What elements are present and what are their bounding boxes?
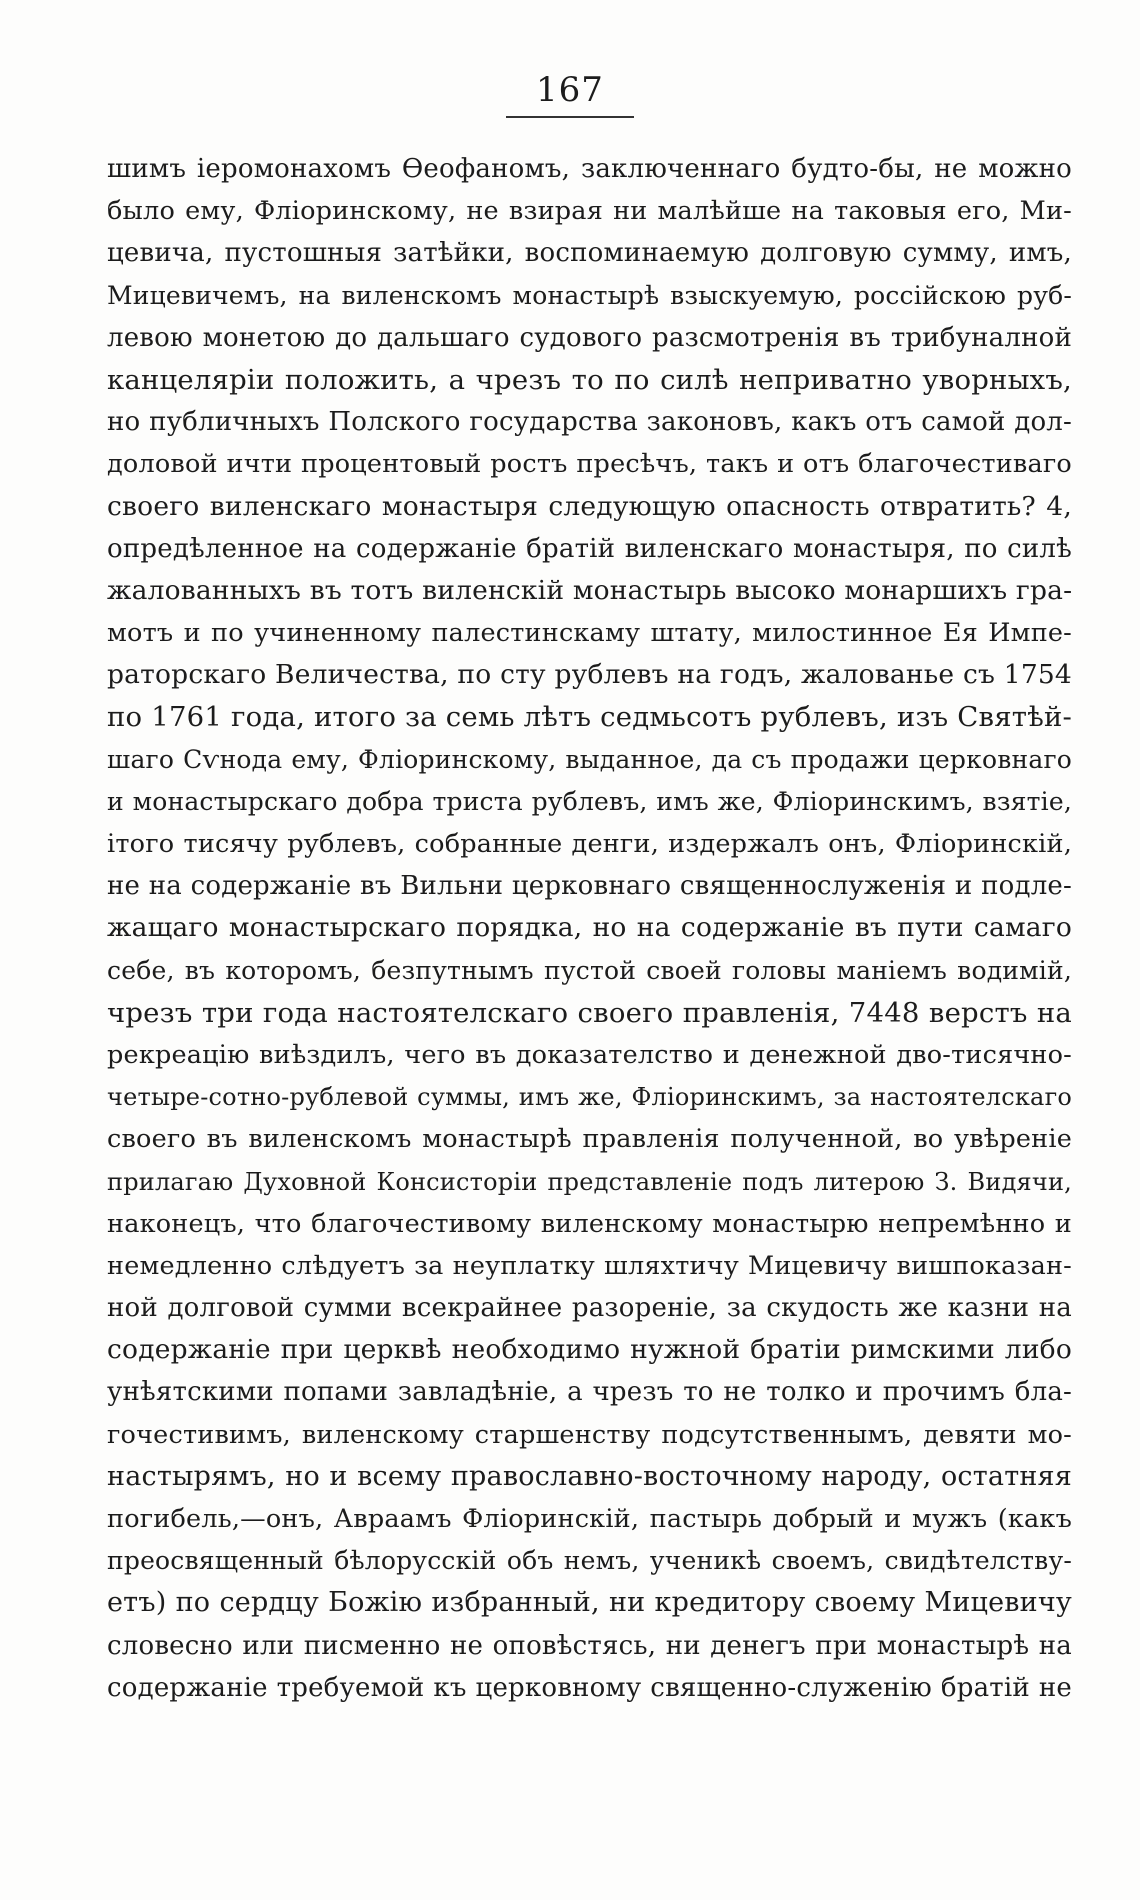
text-line: прилагаю Духовной Консисторіи представленіе подъ литерою З. Видячи, <box>107 1167 1072 1196</box>
text-line: но публичныхъ Полского государства законовъ, какъ отъ самой дол- <box>107 407 1072 438</box>
text-line: содержаніе при церквѣ необходимо нужной братіи римскими либо <box>107 1334 1072 1366</box>
text-line: Мицевичемъ, на виленскомъ монастырѣ взыскуемую, россійскою руб- <box>107 280 1072 310</box>
text-line: и монастырскаго добра триста рублевъ, имъ же, Фліоринскимъ, взятіе, <box>107 786 1072 816</box>
text-line: четыре-сотно-рублевой суммы, имъ же, Фліоринскимъ, за настоятелскаго <box>107 1083 1072 1112</box>
text-line: раторскаго Величества, по сту рублевъ на годъ, жалованье съ 1754 <box>107 659 1072 691</box>
text-line: чрезъ три года настоятелскаго своего правленія, 7448 верстъ на <box>107 996 1072 1029</box>
text-line: словесно или писменно не оповѣстясь, ни денегъ при монастырѣ на <box>107 1630 1072 1661</box>
text-line: немедленно слѣдуетъ за неуплатку шляхтичу Мицевичу вишпоказан- <box>107 1250 1072 1281</box>
text-line: своего виленскаго монастыря следующую опасность отвратить? 4, <box>107 490 1072 522</box>
text-line: наконецъ, что благочестивому виленскому монастырю непремѣнно и <box>107 1208 1072 1239</box>
text-line: по 1761 года, итого за семь лѣтъ седмьсотъ рублевъ, изъ Святѣй- <box>107 701 1072 734</box>
text-line: рекреацію виѣздилъ, чего въ доказателство и денежной дво-тисячно- <box>107 1039 1072 1070</box>
page-number: 167 <box>506 70 634 118</box>
text-line: жалованныхъ въ тотъ виленскій монастырь высоко монаршихъ гра- <box>107 574 1073 606</box>
text-line: опредѣленное на содержаніе братій виленскаго монастыря, по силѣ <box>107 533 1072 564</box>
text-line: доловой ичти процентовый ростъ пресѣчъ, такъ и отъ благочестиваго <box>107 449 1072 480</box>
text-line: етъ) по сердцу Божію избранный, ни кредитору своему Мицевичу <box>107 1587 1072 1619</box>
text-line: цевича, пустошныя затѣйки, воспоминаемую долговую сумму, имъ, <box>107 238 1072 269</box>
text-line: содержаніе требуемой къ церковному священно-служенію братій не <box>107 1672 1072 1703</box>
text-line: жащаго монастырскаго порядка, но на содержаніе въ пути самаго <box>107 912 1072 944</box>
text-line: ітого тисячу рублевъ, собранные денги, издержалъ онъ, Фліоринскій, <box>107 829 1072 859</box>
text-line: погибель,—онъ, Авраамъ Фліоринскій, пастырь добрый и мужъ (какъ <box>107 1504 1072 1534</box>
body-text <box>107 148 1072 1709</box>
text-line: ной долговой сумми всекрайнее разореніе, за скудость же казни на <box>107 1293 1072 1324</box>
text-line: унѣятскими попами завладѣніе, а чрезъ то не толко и прочимъ бла- <box>107 1377 1072 1408</box>
text-line: не на содержаніе въ Вильни церковнаго священнослуженія и подле- <box>107 871 1072 902</box>
text-line: гочестивимъ, виленскому старшенству подсутственнымъ, девяти мо- <box>107 1419 1072 1450</box>
text-line: канцеляріи положить, а чрезъ то по силѣ неприватно уворныхъ, <box>107 363 1072 396</box>
text-line: своего въ виленскомъ монастырѣ правленія полученной, во увѣреніе <box>107 1124 1072 1155</box>
page-header <box>0 70 1140 118</box>
text-line: шимъ іеромонахомъ Ѳеофаномъ, заключеннаго будто-бы, не можно <box>107 154 1072 184</box>
text-line: левою монетою до дальшаго судового разсмотренія въ трибуналной <box>107 322 1072 353</box>
text-line: было ему, Фліоринскому, не взирая ни малѣйше на таковыя его, Ми- <box>107 196 1072 227</box>
text-line: шаго Сѵнода ему, Фліоринскому, выданное, да съ продажи церковнаго <box>107 744 1072 774</box>
text-line: преосвященный бѣлорусскій объ немъ, ученикѣ своемъ, свидѣтелству- <box>107 1546 1072 1576</box>
text-line: настырямъ, но и всему православно-восточному народу, остатняя <box>107 1460 1072 1492</box>
text-line: мотъ и по учиненному палестинскаму штату, милостинное Ея Импе- <box>107 618 1072 649</box>
text-line: себе, въ которомъ, безпутнымъ пустой своей головы маніемъ водимій, <box>107 955 1072 985</box>
